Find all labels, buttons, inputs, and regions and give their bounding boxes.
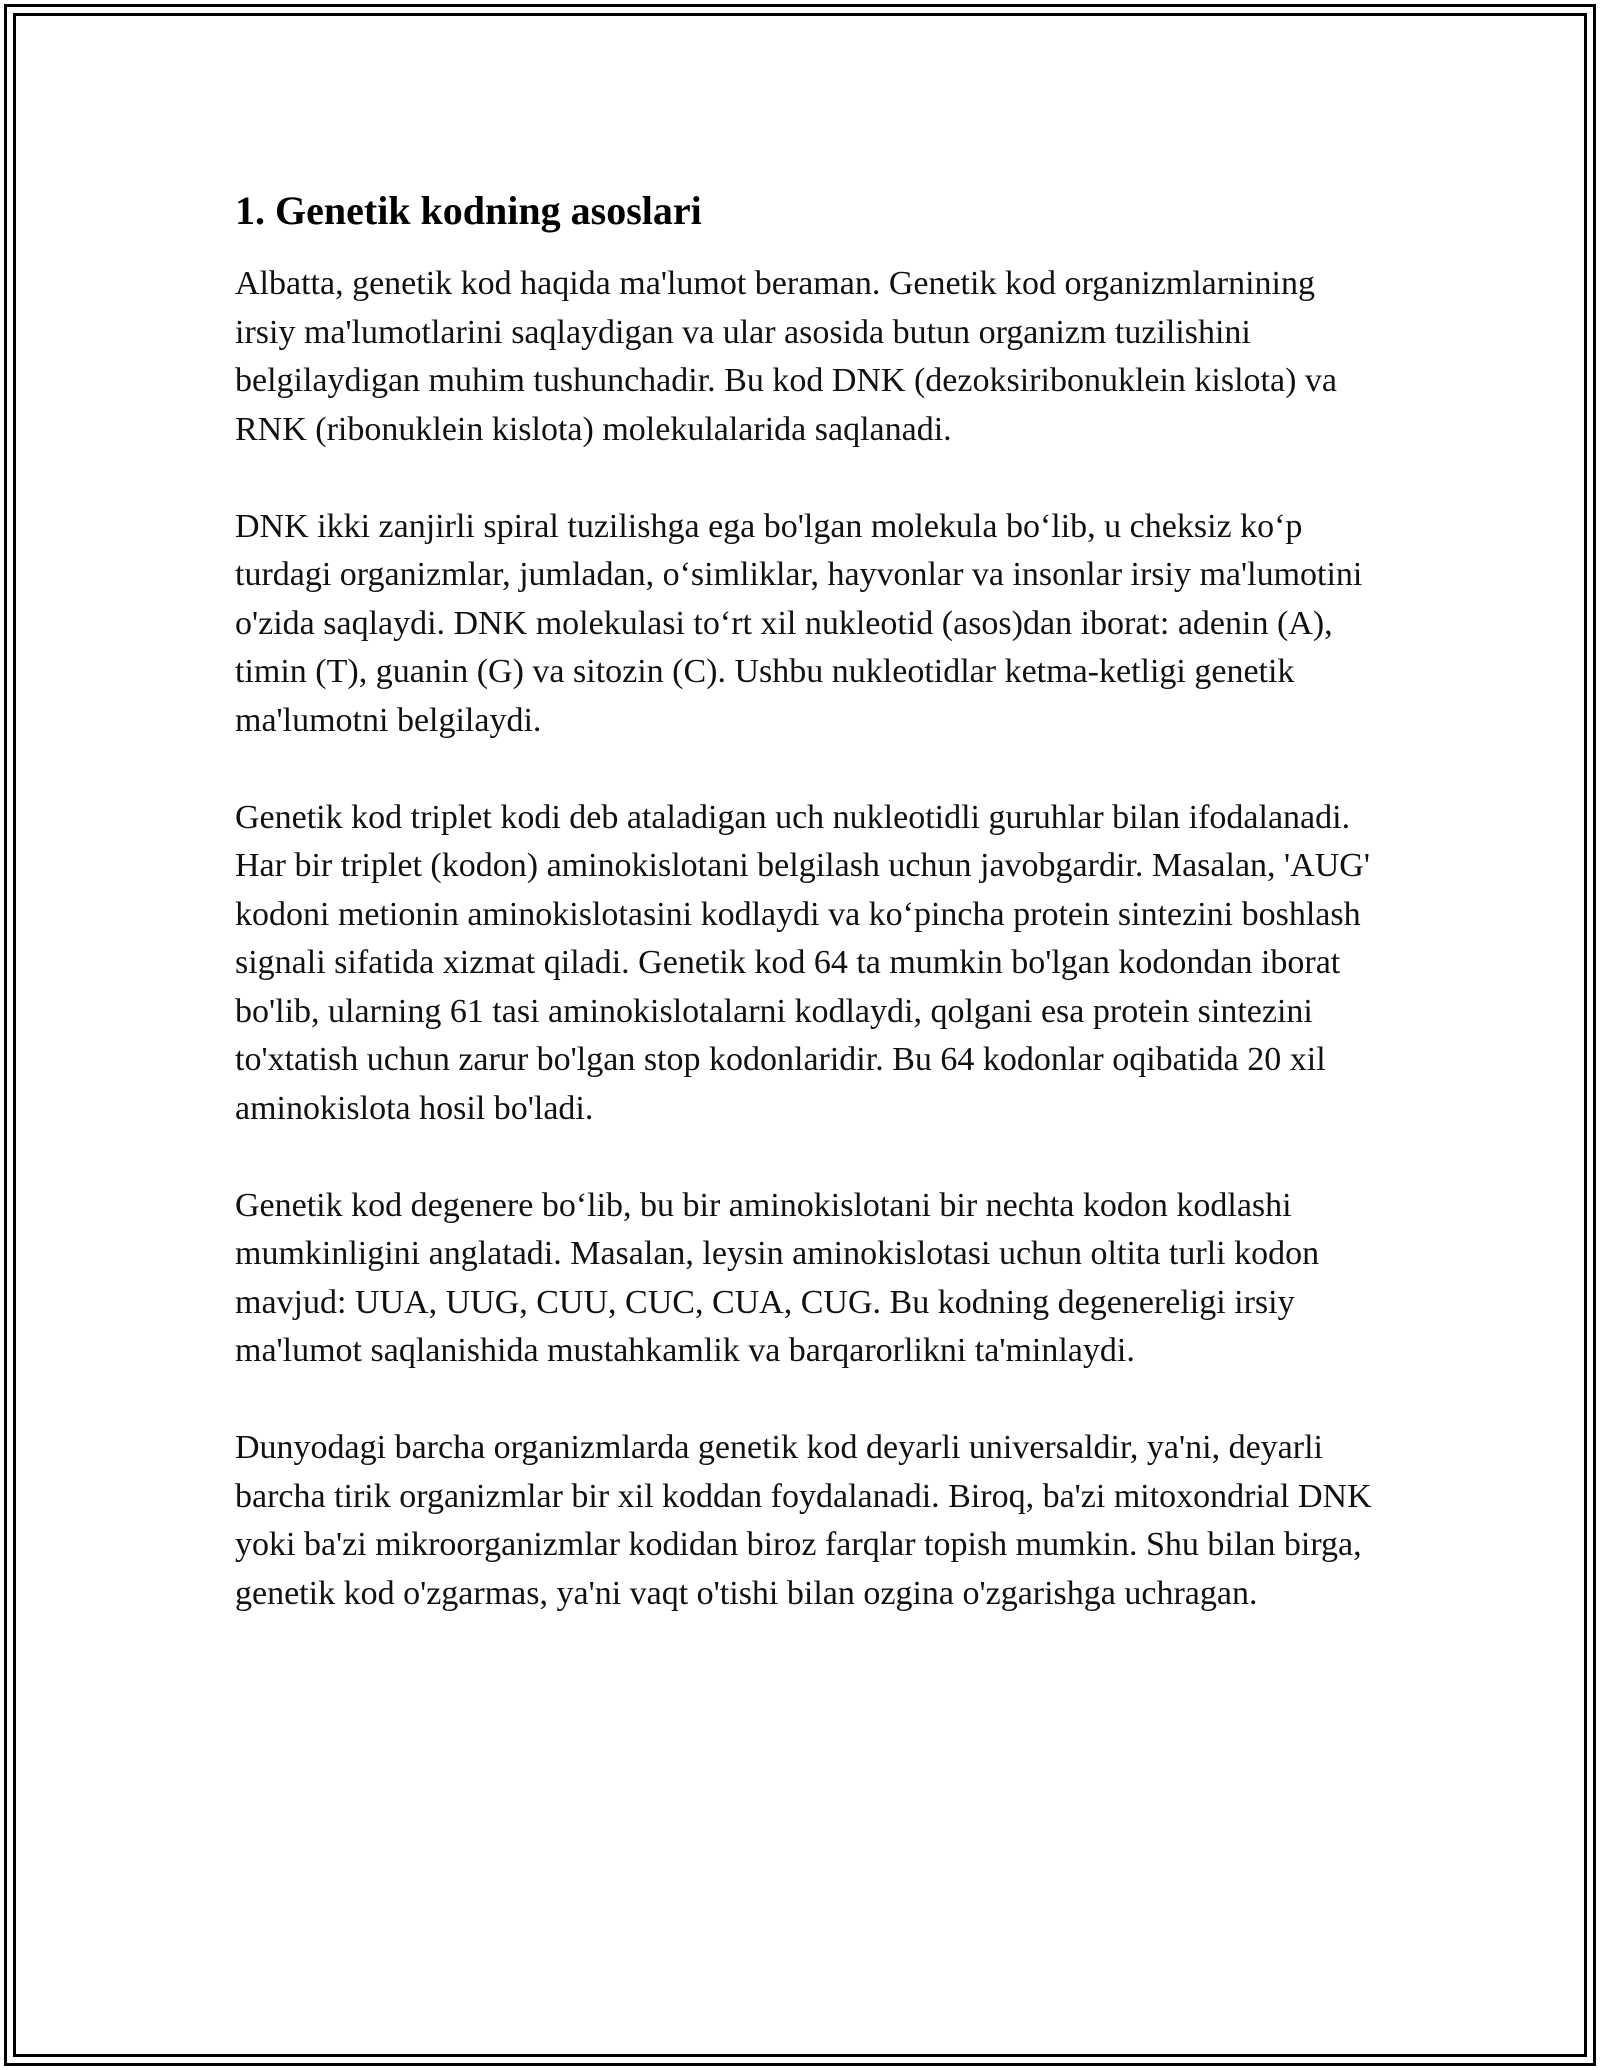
paragraph-triplet-code: Genetik kod triplet kodi deb ataladigan uch nukleotidli guruhlar bilan ifodalanadi. Har bir triplet (kodon) aminokislotani belgilash uchun javobgardir. Masalan, 'AUG' kodoni metionin aminokislotasini kodlaydi va ko‘pincha protein sintezini boshlash signali sifatida xizmat qiladi. Genetik kod 64 ta mumkin bo'lgan kodondan iborat bo'lib, ularning 61 tasi aminokislotalarni kodlaydi, qolgani esa protein sintezini to'xtatish uchun zarur bo'lgan stop kodonlaridir. Bu 64 kodonlar oqibatida 20 xil aminokislota hosil bo'ladi. bbox=[235, 798, 1370, 1127]
paragraph-intro: Albatta, genetik kod haqida ma'lumot beraman. Genetik kod organizmlarnining irsiy ma'lumotlarini saqlaydigan va ular asosida butun organizm tuzilishini belgilaydigan muhim tushunchadir. Bu kod DNK (dezoksiribonuklein kislota) va RNK (ribonuklein kislota) molekulalarida saqlanadi. bbox=[235, 265, 1337, 448]
paragraph-dna-structure: DNK ikki zanjirli spiral tuzilishga ega bo'lgan molekula bo‘lib, u cheksiz ko‘p turdagi organizmlar, jumladan, o‘simliklar, hayvonlar va insonlar irsiy ma'lumotini o'zida saqlaydi. DNK molekulasi to‘rt xil nukleotid (asos)dan iborat: adenin (A), timin (T), guanin (G) va sitozin (C). Ushbu nukleotidlar ketma-ketligi genetik ma'lumotni belgilaydi. bbox=[235, 507, 1363, 739]
section-heading: 1. Genetik kodning asoslari bbox=[235, 188, 702, 233]
document-body bbox=[235, 185, 1375, 1618]
paragraph-degeneracy: Genetik kod degenere bo‘lib, bu bir aminokislotani bir nechta kodon kodlashi mumkinligini anglatadi. Masalan, leysin aminokislotasi uchun oltita turli kodon mavjud: UUA, UUG, CUU, CUC, CUA, CUG. Bu kodning degenereligi irsiy ma'lumot saqlanishida mustahkamlik va barqarorlikni ta'minlaydi. bbox=[235, 1186, 1320, 1369]
paragraph-universality: Dunyodagi barcha organizmlarda genetik kod deyarli universaldir, ya'ni, deyarli barcha tirik organizmlar bir xil koddan foydalanadi. Biroq, ba'zi mitoxondrial DNK yoki ba'zi mikroorganizmlar kodidan biroz farqlar topish mumkin. Shu bilan birga, genetik kod o'zgarmas, ya'ni vaqt o'tishi bilan ozgina o'zgarishga uchragan. bbox=[235, 1429, 1372, 1612]
